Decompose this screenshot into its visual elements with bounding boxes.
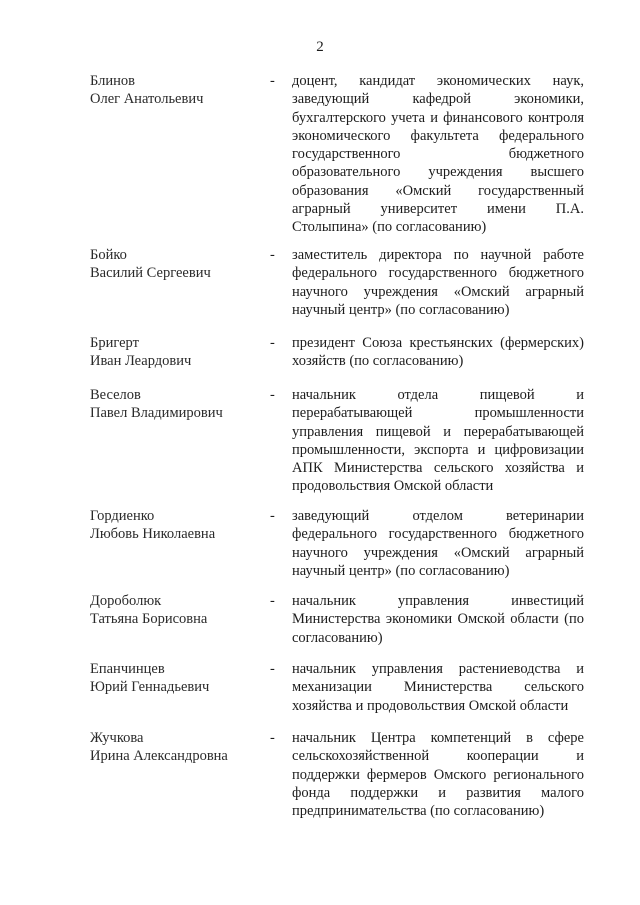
separator-dash: -	[270, 593, 275, 609]
separator-dash: -	[270, 73, 275, 89]
member-position: начальник управления растениеводства и механизации Министерства сельского хозяйства и продовольствия Омской области	[292, 661, 584, 714]
separator-dash: -	[270, 730, 275, 746]
member-given-names: Юрий Геннадьевич	[90, 679, 210, 695]
member-position: начальник управления инвестиций Министерства экономики Омской области (по согласованию)	[292, 593, 584, 646]
separator-dash: -	[270, 247, 275, 263]
member-position: заместитель директора по научной работе федерального государственного бюджетного научного учреждения «Омский аграрный научный центр» (по согласованию)	[292, 247, 584, 318]
member-position: заведующий отделом ветеринарии федерального государственного бюджетного научного учреждения «Омский аграрный научный центр» (по согласованию)	[292, 508, 584, 579]
member-surname: Бригерт	[90, 335, 139, 351]
member-name	[90, 246, 265, 282]
member-given-names: Любовь Николаевна	[90, 526, 216, 542]
member-given-names: Татьяна Борисовна	[90, 611, 208, 627]
member-position: начальник Центра компетенций в сфере сельскохозяйственной кооперации и поддержки фермеров Омского регионального фонда поддержки и развития малого предпринимательства (по согласованию)	[292, 730, 584, 820]
member-surname: Епанчинцев	[90, 661, 165, 677]
member-given-names: Павел Владимирович	[90, 405, 223, 421]
member-position: доцент, кандидат экономических наук, заведующий кафедрой экономики, бухгалтерского учета и финансового контроля экономического факультета федерального государственного бюджетного образовательного учреждения высшего образования «Омский государственный аграрный университет имени П.А. Столыпина» (по согласованию)	[292, 73, 584, 236]
page-number: 2	[316, 39, 324, 55]
member-name	[90, 660, 265, 696]
member-name	[90, 72, 265, 108]
member-given-names: Василий Сергеевич	[90, 265, 211, 281]
member-name	[90, 334, 265, 370]
separator-dash: -	[270, 335, 275, 351]
member-surname: Бойко	[90, 247, 127, 263]
member-surname: Блинов	[90, 73, 135, 89]
member-given-names: Иван Леардович	[90, 353, 192, 369]
separator-dash: -	[270, 387, 275, 403]
member-position: президент Союза крестьянских (фермерских) хозяйств (по согласованию)	[292, 335, 584, 370]
member-surname: Веселов	[90, 387, 141, 403]
member-surname: Дороболюк	[90, 593, 162, 609]
member-name	[90, 729, 265, 765]
separator-dash: -	[270, 508, 275, 524]
member-surname: Жучкова	[90, 730, 144, 746]
member-position: начальник отдела пищевой и перерабатывающей промышленности управления пищевой и перерабатывающей промышленности, экспорта и цифровизации АПК Министерства сельского хозяйства и продовольствия Омской области	[292, 387, 584, 495]
member-given-names: Ирина Александровна	[90, 748, 228, 764]
member-name	[90, 507, 265, 543]
member-name	[90, 386, 265, 422]
member-given-names: Олег Анатольевич	[90, 91, 204, 107]
member-surname: Гордиенко	[90, 508, 155, 524]
separator-dash: -	[270, 661, 275, 677]
member-name	[90, 592, 265, 628]
